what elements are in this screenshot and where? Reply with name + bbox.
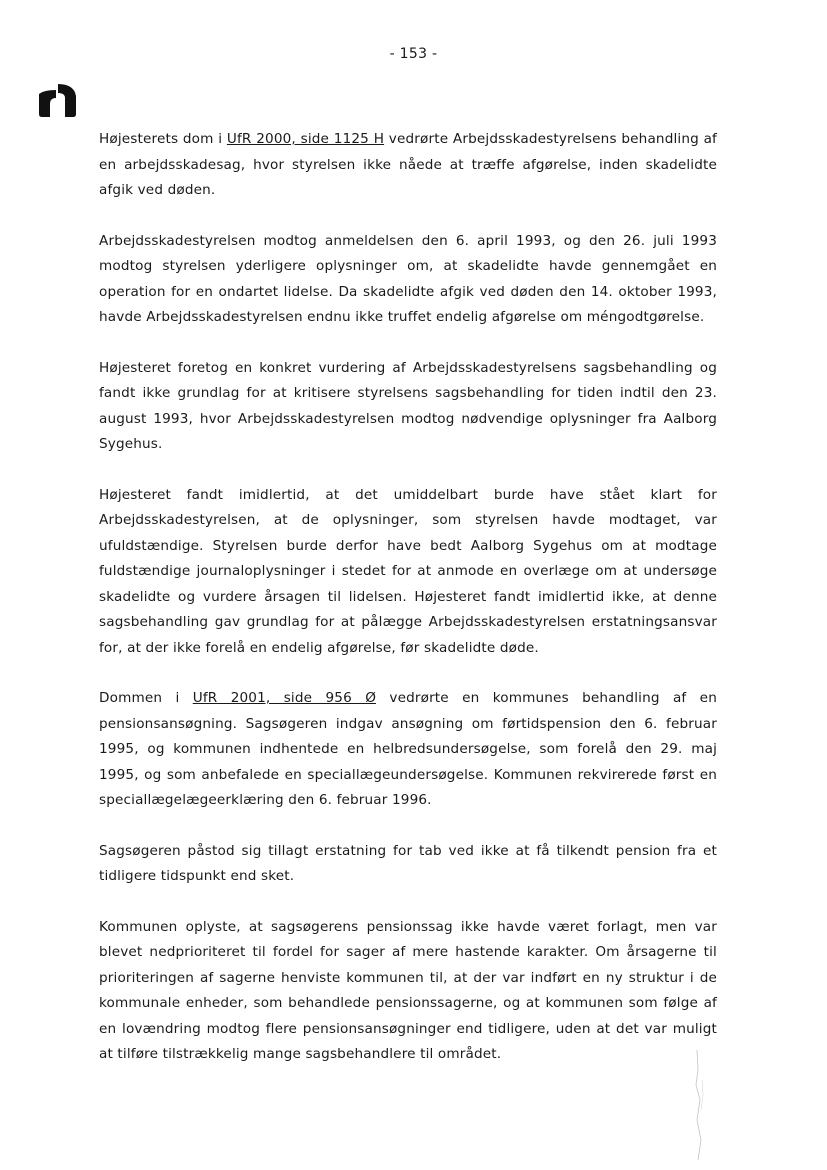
paragraph-2: Arbejdsskadestyrelsen modtog anmeldelsen den 6. april 1993, og den 26. juli 1993 modtog styrelsen yderligere oplysninger om, at skadelidte havde gennemgået en operation for en ondartet lidelse. Da skadelidte afgik ved døden den 14. oktober 1993, havde Arbejdsskadestyrelsen endnu ikke truffet endelig afgørelse om méngodtgørelse. xyxy=(99,232,717,325)
paragraph-7: Kommunen oplyste, at sagsøgerens pensionssag ikke havde været forlagt, men var blevet nedprioriteret til fordel for sager af mere hastende karakter. Om årsagerne til prioriteringen af sagerne henviste kommunen til, at der var indført en ny struktur i de kommunale enheder, som behandlede pensionssagerne, og at kommunen som følge af en lovændring modtog flere pensionsansøgninger end tidligere, uden at det var muligt at tilføre tilstrækkelig mange sagsbehandlere til området. xyxy=(99,918,717,1062)
paragraph-1-post: vedrørte Arbejdsskadestyrelsens behandling af en arbejdsskadesag, hvor styrelsen ikke nåede at træffe afgørelse, inden skadelidte afgik ved døden. xyxy=(99,131,717,198)
page-number: - 153 - xyxy=(389,46,438,62)
scan-artifact-mark xyxy=(691,1050,709,1160)
case-reference-link: UfR 2000, side 1125 H xyxy=(226,131,385,147)
paragraph-5-post: vedrørte en kommunes behandling af en pensionsansøgning. Sagsøgeren indgav ansøgning om førtidspension den 6. februar 1995, og kommunen indhentede en helbredsundersøgelse, som forelå den 29. maj 1995, og som anbefalede en speciallægeundersøgelse. Kommunen rekvirerede først en speciallægelægeerklæring den 6. februar 1996. xyxy=(99,690,717,808)
case-reference-link: UfR 2001, side 956 Ø xyxy=(192,690,377,706)
paragraph-1 xyxy=(99,127,717,204)
paragraph-5-pre: Dommen i xyxy=(99,690,193,706)
paragraph-6: Sagsøgeren påstod sig tillagt erstatning for tab ved ikke at få tilkendt pension fra et tidligere tidspunkt end sket. xyxy=(99,842,717,884)
document-body xyxy=(99,127,717,1093)
paragraph-4: Højesteret fandt imidlertid, at det umiddelbart burde have stået klart for Arbejdsskadestyrelsen, at de oplysninger, som styrelsen havde modtaget, var ufuldstændige. Styrelsen burde derfor have bedt Aalborg Sygehus om at modtage fuldstændige journaloplysninger i stedet for at anmode en overlæge om at undersøge skadelidte og vurdere årsagen til lidelsen. Højesteret fandt imidlertid ikke, at denne sagsbehandling gav grundlag for at pålægge Arbejdsskadestyrelsen erstatningsansvar for, at der ikke forelå en endelig afgørelse, før skadelidte døde. xyxy=(99,486,717,656)
paragraph-1-pre: Højesterets dom i xyxy=(99,131,227,147)
ombudsman-logo-icon xyxy=(36,80,78,118)
paragraph-5 xyxy=(99,686,717,814)
paragraph-3: Højesteret foretog en konkret vurdering af Arbejdsskadestyrelsens sagsbehandling og fandt ikke grundlag for at kritisere styrelsens sagsbehandling for tiden indtil den 23. august 1993, hvor Arbejdsskadestyrelsen modtog nødvendige oplysninger fra Aalborg Sygehus. xyxy=(99,359,717,452)
